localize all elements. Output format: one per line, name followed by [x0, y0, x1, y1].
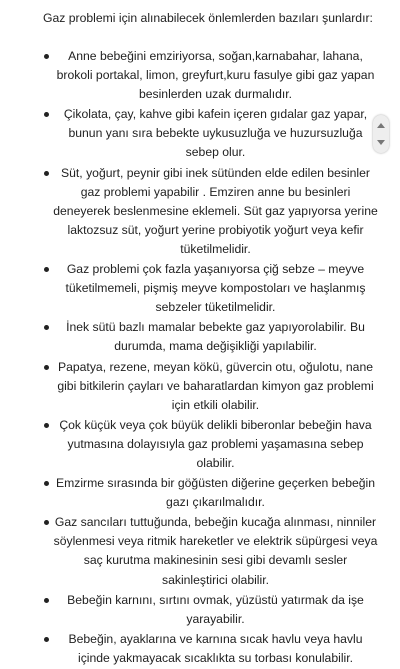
list-item	[0, 164, 400, 259]
list-item-text: Gaz problemi çok fazla yaşanıyorsa çiğ sebze – meyve tüketilmemeli, pişmiş meyve kompostoları ve haşlanmış sebzeler tüketilmelidir.	[65, 262, 366, 315]
bullet-icon	[44, 54, 49, 59]
bullet-icon	[44, 598, 49, 603]
bullet-icon	[44, 171, 49, 176]
list-item-text: Bebeğin, ayaklarına ve karnına sıcak havlu veya havlu içinde yakmayacak sıcaklıkta su torbası konulabilir.	[68, 631, 363, 665]
bullet-icon	[44, 267, 49, 272]
bullet-icon	[44, 423, 49, 428]
list-item-text: Gaz sancıları tuttuğunda, bebeğin kucağa alınması, ninniler söylenmesi veya ritmik hareketler ve elektrik süpürgesi veya saç kurutma makinesinin sesi gibi devamlı sesler sakinleştirici olabilir.	[53, 515, 378, 587]
bullet-icon	[44, 637, 49, 642]
list-item	[0, 318, 400, 356]
bullet-icon	[44, 365, 49, 370]
list-item	[0, 105, 400, 162]
bullet-icon	[44, 325, 49, 330]
list-item-text: Çikolata, çay, kahve gibi kafein içeren gıdalar gaz yapar, bunun yanı sıra bebekte uykusuzluğa ve huzursuzluğa sebep olur.	[63, 107, 368, 160]
list-item-text: Süt, yoğurt, peynir gibi inek sütünden elde edilen besinler gaz problemi yapabilir . Emziren anne bu besinleri deneyerek beslenmesine eklemeli. Süt gaz yapıyorsa yerine laktozsuz süt, yoğurt yerine probiyotik yoğurt veya kefir tüketilmelidir.	[53, 165, 378, 256]
list-item	[0, 47, 400, 104]
list-item-text: Papatya, rezene, meyan kökü, güvercin otu, oğulotu, nane gibi bitkilerin çayları ve baharatlardan kimyon gaz problemi için etkili olabilir.	[57, 359, 374, 412]
list-item-text: Emzirme sırasında bir göğüsten diğerine geçerken bebeğin gazı çıkarılmalıdır.	[55, 476, 376, 510]
list-item-text: Bebeğin karnını, sırtını ovmak, yüzüstü yatırmak da işe yarayabilir.	[67, 592, 364, 626]
tips-list	[0, 47, 400, 669]
bullet-icon	[44, 112, 49, 117]
chevron-down-icon	[377, 140, 385, 145]
list-item	[0, 513, 400, 589]
list-item	[0, 474, 400, 512]
list-item-text: Çok küçük veya çok büyük delikli biberonlar bebeğin hava yutmasına dolayısıyla gaz problemi yaşamasına sebep olabilir.	[59, 417, 372, 470]
list-item	[0, 358, 400, 415]
intro-text: Gaz problemi için alınabilecek önlemlerden bazıları şunlardır:	[43, 11, 373, 25]
bullet-icon	[44, 520, 49, 525]
list-item	[0, 416, 400, 473]
list-item-text: İnek sütü bazlı mamalar bebekte gaz yapıyorolabilir. Bu durumda, mama değişikliği yapılabilir.	[66, 320, 365, 354]
bullet-icon	[44, 481, 49, 486]
chevron-up-icon	[377, 123, 385, 128]
scrollbar-thumb[interactable]	[373, 115, 389, 153]
list-item-text: Anne bebeğini emziriyorsa, soğan,karnabahar, lahana, brokoli portakal, limon, greyfurt,kuru fasulye gibi gaz yapan besinlerden uzak durmalıdır.	[56, 49, 375, 102]
list-item	[0, 260, 400, 317]
list-item	[0, 591, 400, 629]
list-item	[0, 630, 400, 668]
